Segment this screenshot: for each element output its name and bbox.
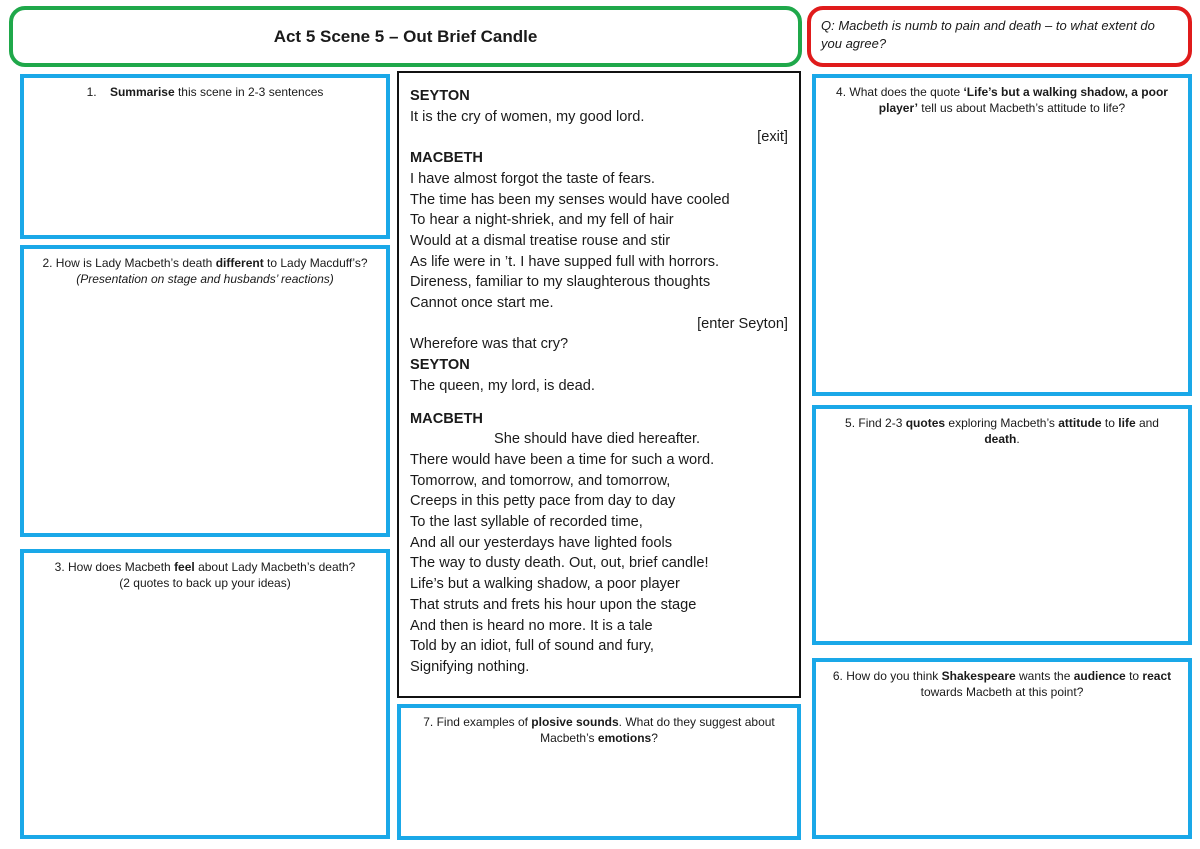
page-title: Act 5 Scene 5 – Out Brief Candle	[273, 26, 538, 46]
extract-line: Life’s but a walking shadow, a poor player	[410, 576, 680, 593]
task-2-text-a: 2. How is Lady Macbeth’s death	[42, 256, 216, 270]
speaker-macbeth: MACBETH	[410, 150, 483, 167]
task-3-keyword: feel	[174, 560, 195, 574]
task-5-text-b: exploring Macbeth’s	[945, 416, 1059, 430]
task-2-keyword: different	[215, 256, 264, 270]
task-5-text-a: 5. Find 2-3	[845, 416, 906, 430]
play-extract	[397, 71, 801, 698]
extract-line: As life were in ’t. I have supped full with horrors.	[410, 253, 720, 270]
main-question: Q: Macbeth is numb to pain and death – to what extent do you agree?	[821, 18, 1155, 51]
task-6-keyword-3: react	[1142, 669, 1172, 683]
task-4-quote: ‘Life’s but a walking shadow, a poor player’	[878, 85, 1168, 115]
extract-line: I have almost forgot the taste of fears.	[410, 170, 655, 187]
task-5-keyword-3: life	[1118, 416, 1136, 430]
task-2-note: (Presentation on stage and husbands’ reactions)	[76, 272, 334, 286]
extract-line: Cannot once start me.	[410, 295, 554, 312]
task-3-note: (2 quotes to back up your ideas)	[119, 576, 291, 590]
stage-direction-enter: [enter Seyton]	[697, 315, 788, 332]
title-box	[9, 6, 802, 67]
extract-line: The queen, my lord, is dead.	[410, 377, 595, 394]
task-1-number: 1.	[86, 85, 97, 99]
task-2-text-b: to Lady Macduff’s?	[263, 256, 368, 270]
task-7-text-c: ?	[651, 731, 658, 745]
task-5-keyword-1: quotes	[905, 416, 946, 430]
task-4-text-b: tell us about Macbeth’s attitude to life?	[917, 101, 1126, 115]
task-5-box	[812, 405, 1192, 645]
extract-line: There would have been a time for such a word.	[410, 451, 715, 468]
task-1-box	[20, 74, 390, 239]
task-5-text-e: .	[1016, 432, 1020, 446]
main-question-box	[807, 6, 1192, 67]
task-3-text-a: 3. How does Macbeth	[54, 560, 175, 574]
speaker-seyton: SEYTON	[410, 357, 470, 374]
task-6-box	[812, 658, 1192, 839]
task-5-keyword-2: attitude	[1058, 416, 1102, 430]
task-1-keyword: Summarise	[109, 85, 175, 99]
task-5-keyword-4: death	[984, 432, 1017, 446]
extract-line: And then is heard no more. It is a tale	[410, 617, 653, 634]
extract-line: To the last syllable of recorded time,	[410, 514, 643, 531]
extract-line: To hear a night-shriek, and my fell of hair	[410, 212, 674, 229]
task-7-keyword-2: emotions	[597, 731, 652, 745]
task-6-keyword-1: Shakespeare	[941, 669, 1016, 683]
task-7-text-a: 7. Find examples of	[423, 715, 532, 729]
task-6-text-d: towards Macbeth at this point?	[920, 685, 1084, 699]
extract-line: Creeps in this petty pace from day to day	[410, 493, 676, 510]
extract-line: Signifying nothing.	[410, 658, 530, 675]
task-5-text-d: and	[1135, 416, 1159, 430]
extract-line: Told by an idiot, full of sound and fury,	[410, 638, 654, 655]
extract-line: It is the cry of women, my good lord.	[410, 108, 645, 125]
speaker-seyton: SEYTON	[410, 88, 470, 104]
extract-line: Tomorrow, and tomorrow, and tomorrow,	[410, 472, 671, 489]
extract-line: The time has been my senses would have cooled	[410, 191, 730, 208]
task-7-text-b: . What do they suggest about Macbeth’s	[540, 715, 775, 745]
extract-line: The way to dusty death. Out, out, brief candle!	[410, 555, 709, 572]
task-6-text-b: wants the	[1015, 669, 1074, 683]
task-6-text-c: to	[1125, 669, 1143, 683]
task-2-box	[20, 245, 390, 537]
extract-line: She should have died hereafter.	[494, 431, 701, 448]
task-6-text-a: 6. How do you think	[832, 669, 942, 683]
speaker-macbeth: MACBETH	[410, 410, 483, 427]
stage-direction-exit: [exit]	[757, 129, 788, 146]
extract-line: Would at a dismal treatise rouse and stir	[410, 232, 671, 249]
task-1-text: this scene in 2-3 sentences	[174, 85, 324, 99]
extract-line: And all our yesterdays have lighted fools	[410, 534, 673, 551]
task-4-text-a: 4. What does the quote	[836, 85, 964, 99]
line-gap	[410, 397, 788, 409]
task-7-keyword-1: plosive sounds	[531, 715, 619, 729]
extract-line: That struts and frets his hour upon the stage	[410, 596, 697, 613]
task-3-box	[20, 549, 390, 839]
task-7-box	[397, 704, 801, 840]
extract-line: Direness, familiar to my slaughterous thoughts	[410, 274, 711, 291]
task-6-keyword-2: audience	[1073, 669, 1126, 683]
extract-line: Wherefore was that cry?	[410, 336, 569, 353]
task-3-text-b: about Lady Macbeth’s death?	[194, 560, 356, 574]
task-5-text-c: to	[1101, 416, 1119, 430]
task-4-box	[812, 74, 1192, 396]
